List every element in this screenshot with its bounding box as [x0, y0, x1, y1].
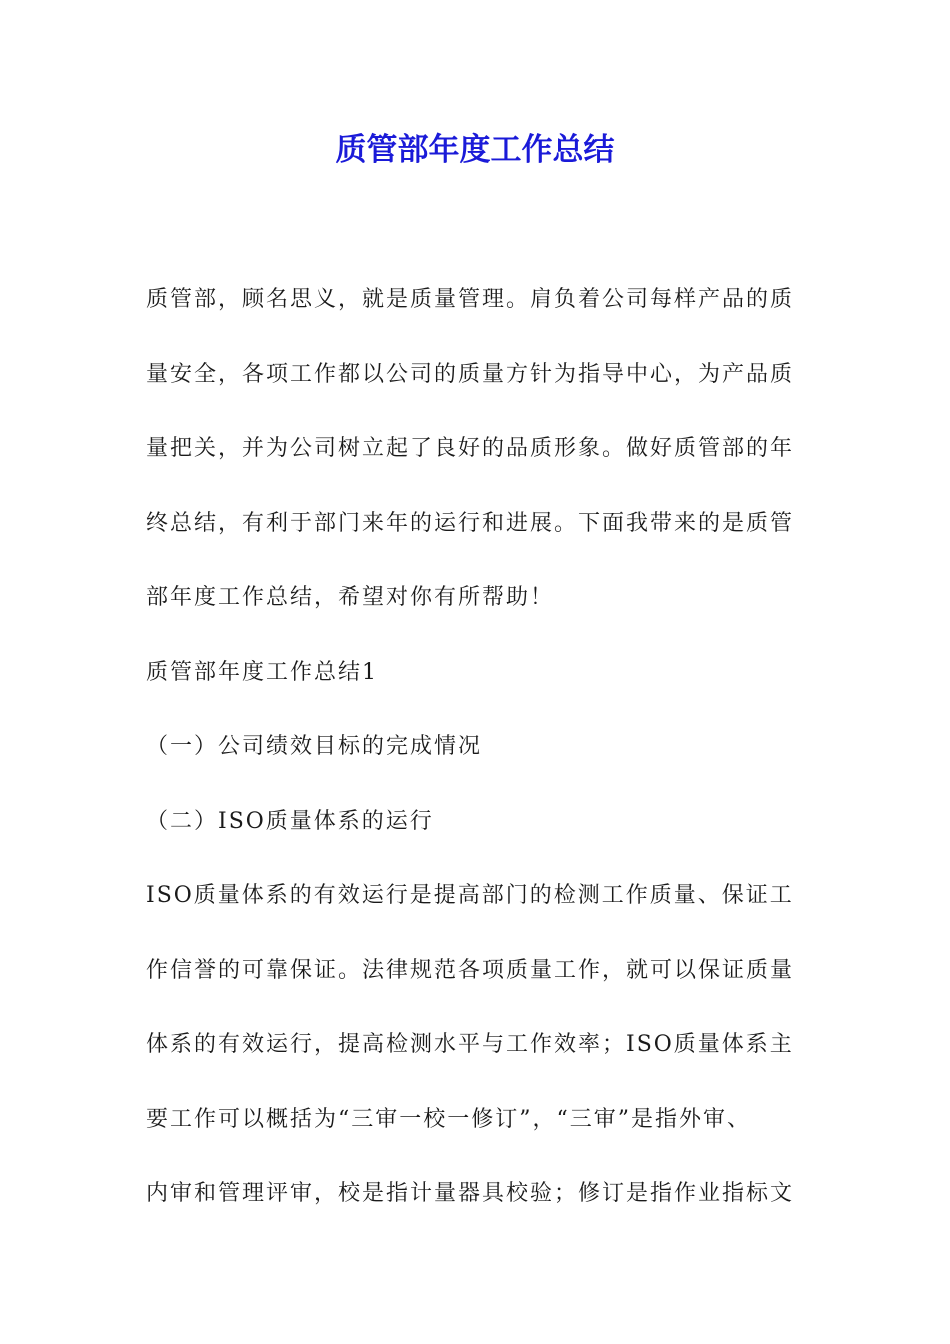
body-line: 部年度工作总结，希望对你有所帮助！	[146, 585, 555, 610]
section-heading: 质管部年度工作总结1	[146, 659, 378, 685]
body-line: 作信誉的可靠保证。法律规范各项质量工作，就可以保证质量	[146, 957, 795, 983]
document-body	[146, 263, 806, 1232]
document-title: 质管部年度工作总结	[335, 132, 615, 168]
body-line: 体系的有效运行，提高检测水平与工作效率；ISO质量体系主	[146, 1032, 794, 1057]
body-line: 内审和管理评审，校是指计量器具校验；修订是指作业指标文	[146, 1181, 795, 1206]
body-line: 终总结，有利于部门来年的运行和进展。下面我带来的是质管	[146, 510, 795, 536]
body-line: ISO质量体系的有效运行是提高部门的检测工作质量、保证工	[146, 883, 794, 908]
body-line: 质管部，顾名思义，就是质量管理。肩负着公司每样产品的质	[146, 287, 795, 312]
body-line: 量安全，各项工作都以公司的质量方针为指导中心，为产品质	[146, 361, 795, 387]
subsection-heading: （一）公司绩效目标的完成情况	[146, 734, 483, 759]
body-line: 要工作可以概括为“三审一校一修订”，“三审”是指外审、	[146, 1106, 751, 1132]
subsection-heading: （二）ISO质量体系的运行	[146, 808, 434, 834]
body-line: 量把关，并为公司树立起了良好的品质形象。做好质管部的年	[146, 436, 795, 461]
